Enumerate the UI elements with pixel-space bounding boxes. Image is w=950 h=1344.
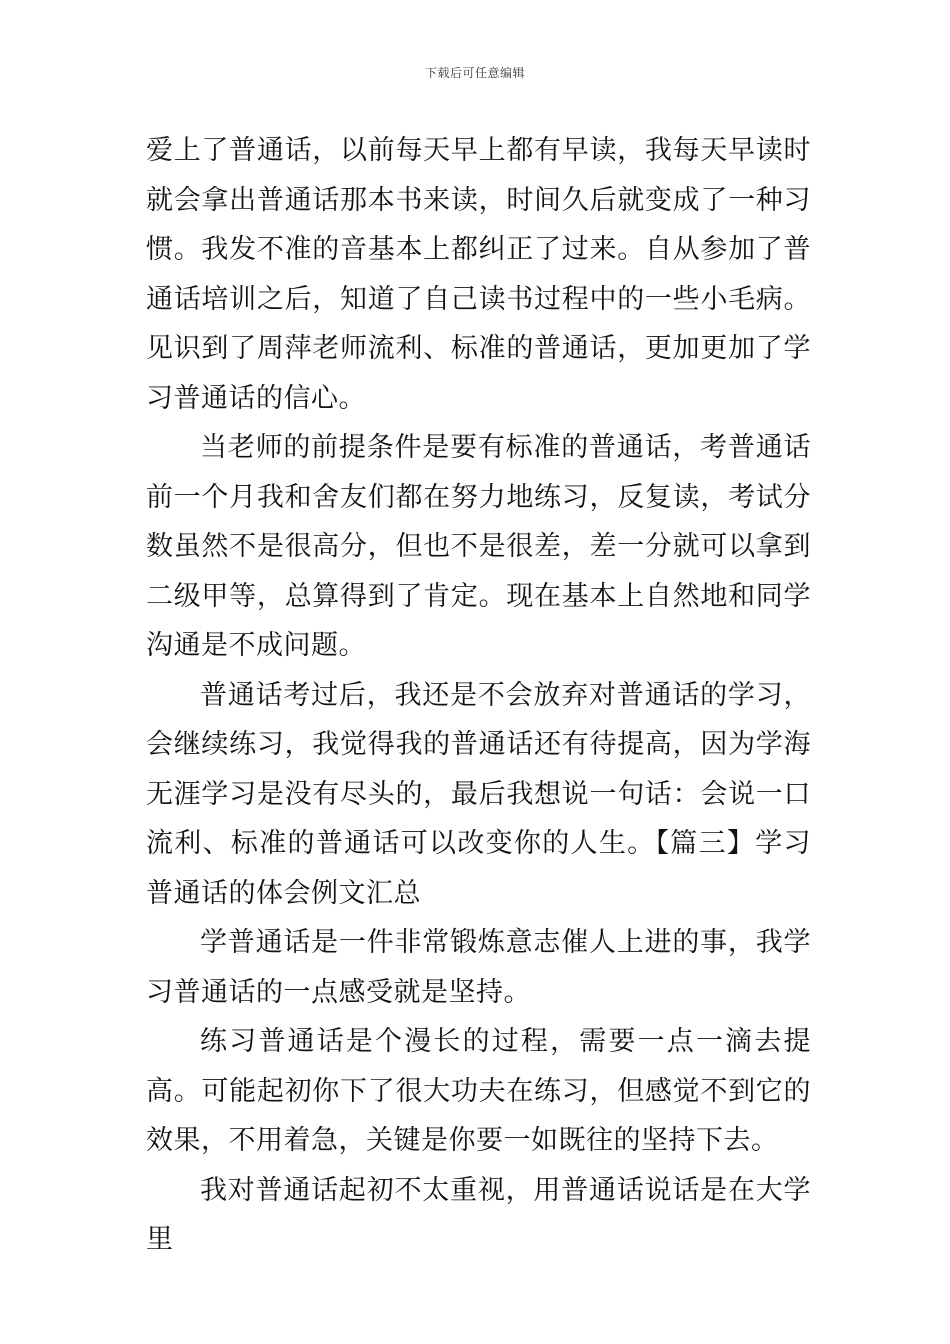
paragraph-6: 我对普通话起初不太重视，用普通话说话是在大学里 bbox=[146, 1174, 811, 1255]
paragraph-2: 当老师的前提条件是要有标准的普通话，考普通话前一个月我和舍友们都在努力地练习，反复读，考试分数虽然不是很高分，但也不是很差，差一分就可以拿到二级甲等，总算得到了肯定。现在基本上自然地和同学沟通是不成问题。 bbox=[146, 432, 811, 661]
paragraph-1: 爱上了普通话，以前每天早上都有早读，我每天早读时就会拿出普通话那本书来读，时间久后就变成了一种习惯。我发不准的音基本上都纠正了过来。自从参加了普通话培训之后，知道了自己读书过程中的一些小毛病。见识到了周萍老师流利、标准的普通话，更加更加了学习普通话的信心。 bbox=[146, 135, 811, 414]
page-header: 下载后可任意编辑 bbox=[424, 66, 525, 80]
paragraph-5: 练习普通话是个漫长的过程，需要一点一滴去提高。可能起初你下了很大功夫在练习，但感觉不到它的效果，不用着急，关键是你要一如既往的坚持下去。 bbox=[146, 1026, 811, 1156]
paragraph-3: 普通话考过后，我还是不会放弃对普通话的学习，会继续练习，我觉得我的普通话还有待提高，因为学海无涯学习是没有尽头的，最后我想说一句话：会说一口流利、标准的普通话可以改变你的人生。【篇三】学习普通话的体会例文汇总 bbox=[146, 679, 811, 909]
document-body bbox=[146, 126, 811, 1265]
paragraph-4: 学普通话是一件非常锻炼意志催人上进的事，我学习普通话的一点感受就是坚持。 bbox=[146, 927, 811, 1008]
